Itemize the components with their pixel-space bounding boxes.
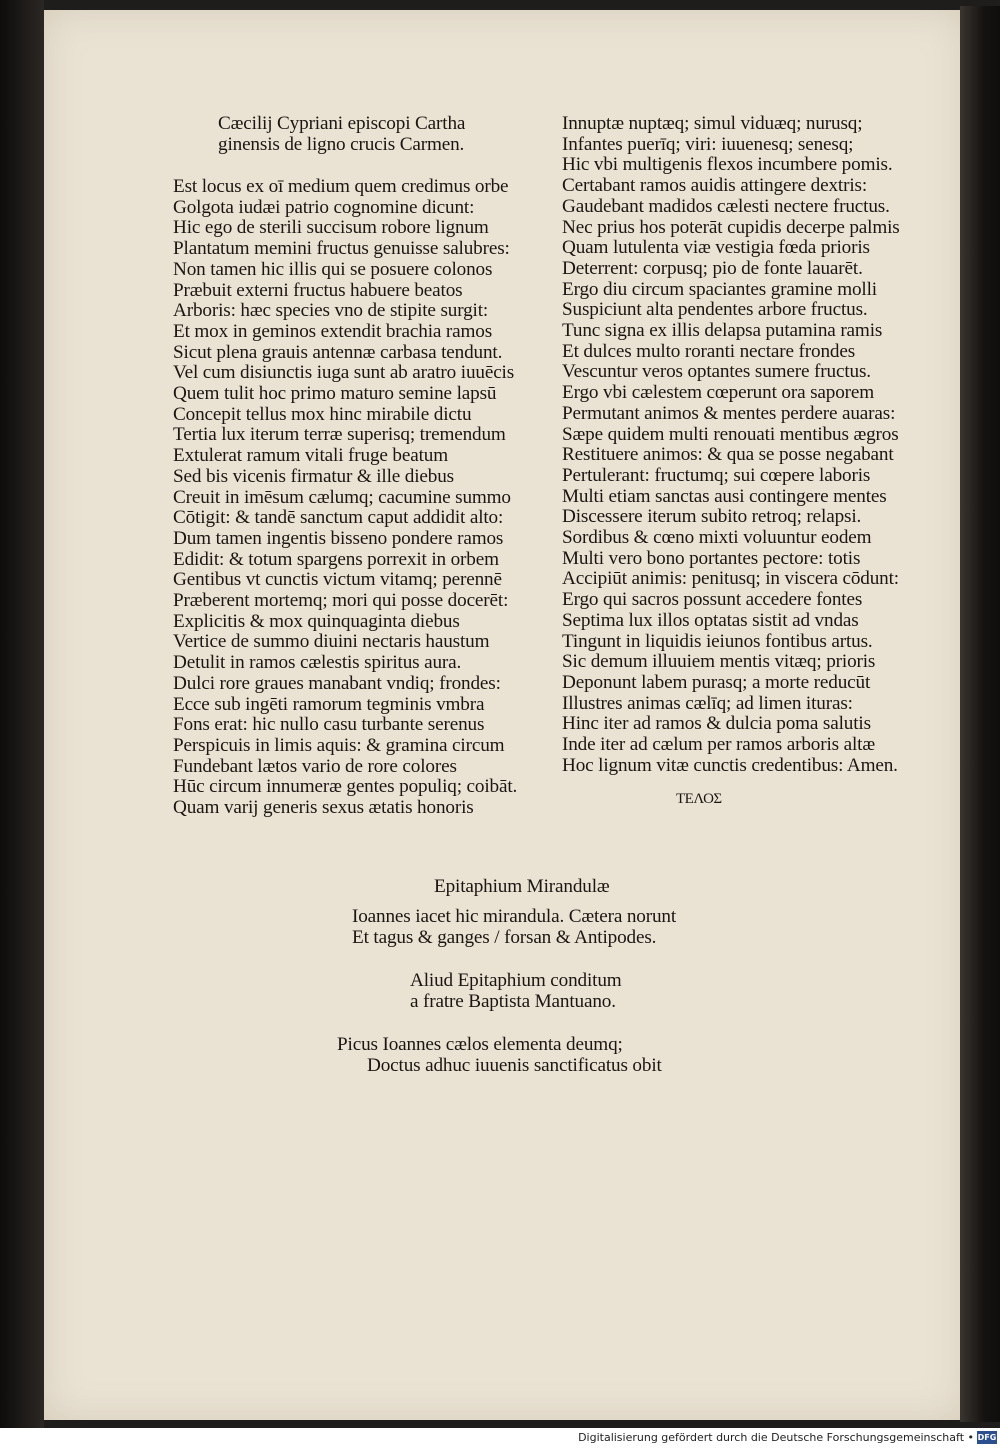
poem-line: Suspiciunt alta pendentes arbore fructus. <box>562 299 868 321</box>
poem-line: Extulerat ramum vitali fruge beatum <box>173 445 449 467</box>
end-ornament: ΤΕΛΟΣ <box>676 791 722 807</box>
poem-line: Restituere animos: & qua se posse negabant <box>562 444 894 466</box>
poem-line: Multi vero bono portantes pectore: totis <box>562 547 861 569</box>
poem-line: Sic demum illuuiem mentis vitæq; prioris <box>562 651 876 673</box>
poem-line: Innuptæ nuptæq; simul viduæq; nurusq; <box>562 113 863 134</box>
poem-line: Hic vbi multigenis flexos incumbere pomis. <box>562 154 893 176</box>
poem-line: Tertia lux iterum terræ superisq; tremendum <box>173 424 506 446</box>
poem-line: Explicitis & mox quinquaginta diebus <box>173 610 460 632</box>
poem-right-column <box>562 114 900 777</box>
poem-line: Ecce sub ingēti ramorum tegminis vmbra <box>173 693 485 715</box>
digitization-footer <box>0 1428 1000 1448</box>
poem-line: Gentibus vt cunctis victum vitamq; perennē <box>173 569 502 591</box>
poem-line: Discessere iterum subito retroq; relapsi. <box>562 506 862 528</box>
poem-line: Tunc signa ex illis delapsa putamina ramis <box>562 320 883 342</box>
poem-line: Gaudebant madidos cælesti nectere fructus. <box>562 195 890 217</box>
poem-line: Detulit in ramos cælestis spiritus aura. <box>173 652 462 674</box>
second-epitaph-body <box>337 1035 662 1076</box>
poem-heading <box>218 114 465 155</box>
poem-line: Ergo diu circum spaciantes gramine molli <box>562 278 877 300</box>
poem-line: Fons erat: hic nullo casu turbante serenus <box>173 714 485 736</box>
poem-left-column <box>173 177 517 819</box>
poem-line: Creuit in imēsum cælumq; cacumine summo <box>173 486 511 508</box>
poem-line: Dulci rore graues manabant vndiq; frondes: <box>173 672 501 694</box>
epitaph-line: Et tagus & ganges / forsan & Antipodes. <box>352 926 657 948</box>
poem-line: Illustres animas cælīq; ad limen ituras: <box>562 692 853 714</box>
poem-line: Golgota iudæi patrio cognomine dicunt: <box>173 196 475 218</box>
footer-credit: Digitalisierung gefördert durch die Deutsche Forschungsgemeinschaft • <box>578 1431 974 1444</box>
poem-line: Pertulerant: fructumq; sui cœpere laboris <box>562 464 871 486</box>
poem-line: Ergo qui sacros possunt accedere fontes <box>562 589 863 611</box>
poem-line: Ergo vbi cælestem cœperunt ora saporem <box>562 382 875 404</box>
poem-line: Accipiūt animis: penitusq; in viscera cōdunt: <box>562 568 899 590</box>
poem-line: Hūc circum innumeræ gentes populiq; coibāt. <box>173 776 518 798</box>
poem-line: Inde iter ad cælum per ramos arboris altæ <box>562 734 876 756</box>
poem-line: Certabant ramos auidis attingere dextris: <box>562 175 868 197</box>
poem-line: Plantatum memini fructus genuisse salubres: <box>173 238 510 260</box>
poem-line: Concepit tellus mox hinc mirabile dictu <box>173 403 472 425</box>
poem-line: Sicut plena grauis antennæ carbasa tendunt. <box>173 341 503 363</box>
heading-line: Cæcilij Cypriani episcopi Cartha <box>218 113 466 134</box>
poem-line: Et mox in geminos extendit brachia ramos <box>173 320 493 342</box>
poem-line: Non tamen hic illis qui se posuere colonos <box>173 258 493 280</box>
epitaph-title: Epitaphium Mirandulæ <box>434 876 610 897</box>
poem-line: Vescuntur veros optantes sumere fructus. <box>562 361 871 383</box>
poem-line: Deponunt labem purasq; a morte reducūt <box>562 671 871 693</box>
poem-line: Hinc iter ad ramos & dulcia poma salutis <box>562 713 871 735</box>
poem-line: Hic ego de sterili succisum robore lignum <box>173 217 489 239</box>
scan-right-edge <box>960 6 1000 1422</box>
poem-line: Vel cum disiunctis iuga sunt ab aratro iuuēcis <box>173 362 515 384</box>
poem-line: Quam lutulenta viæ vestigia fœda prioris <box>562 237 870 259</box>
poem-line: Cōtigit: & tandē sanctum caput addidit alto: <box>173 507 504 529</box>
poem-line: Fundebant lætos vario de rore colores <box>173 755 457 777</box>
poem-line: Multi etiam sanctas ausi contingere mentes <box>562 485 887 507</box>
epitaph-line: Aliud Epitaphium conditum <box>410 970 622 991</box>
poem-line: Est locus ex oī medium quem credimus orbe <box>173 176 509 197</box>
poem-line: Sæpe quidem multi renouati mentibus ægros <box>562 423 899 445</box>
poem-line: Edidit: & totum spargens porrexit in orbem <box>173 548 499 570</box>
poem-line: Dum tamen ingentis bisseno pondere ramos <box>173 527 504 549</box>
poem-line: Præberent mortemq; mori qui posse docerēt: <box>173 590 509 612</box>
epitaph-line: Ioannes iacet hic mirandula. Cætera norunt <box>352 906 677 927</box>
poem-line: Hoc lignum vitæ cunctis credentibus: Amen. <box>562 754 898 776</box>
poem-line: Et dulces multo roranti nectare frondes <box>562 340 856 362</box>
scan-left-edge <box>0 0 44 1428</box>
poem-line: Sed bis vicenis firmatur & ille diebus <box>173 465 454 487</box>
poem-line: Quem tulit hoc primo maturo semine lapsū <box>173 383 497 405</box>
poem-line: Arboris: hæc species vno de stipite surgit: <box>173 300 489 322</box>
heading-line: ginensis de ligno crucis Carmen. <box>218 133 465 155</box>
poem-line: Deterrent: corpusq; pio de fonte lauarēt. <box>562 257 863 279</box>
epitaph-line: a fratre Baptista Mantuano. <box>410 990 616 1012</box>
poem-line: Permutant animos & mentes perdere auaras: <box>562 402 896 424</box>
poem-line: Septima lux illos optatas sistit ad vndas <box>562 609 859 631</box>
poem-line: Infantes puerīq; viri: iuuenesq; senesq; <box>562 133 854 155</box>
epitaph-body <box>352 907 676 948</box>
dfg-logo-icon: DFG <box>977 1433 997 1442</box>
poem-line: Nec prius hos poterāt cupidis decerpe palmis <box>562 216 900 238</box>
poem-line: Quam varij generis sexus ætatis honoris <box>173 797 474 819</box>
poem-line: Vertice de summo diuini nectaris haustum <box>173 631 490 653</box>
poem-line: Perspicuis in limis aquis: & gramina circum <box>173 734 505 756</box>
epitaph-line: Picus Ioannes cælos elementa deumq; <box>337 1034 623 1055</box>
poem-line: Tingunt in liquidis ieiunos fontibus artus. <box>562 630 873 652</box>
epitaph-line: Doctus adhuc iuuenis sanctificatus obit <box>367 1054 662 1076</box>
second-epitaph-title <box>410 971 622 1012</box>
poem-line: Præbuit externi fructus habuere beatos <box>173 279 463 301</box>
poem-line: Sordibus & cœno mixti voluuntur eodem <box>562 527 872 549</box>
